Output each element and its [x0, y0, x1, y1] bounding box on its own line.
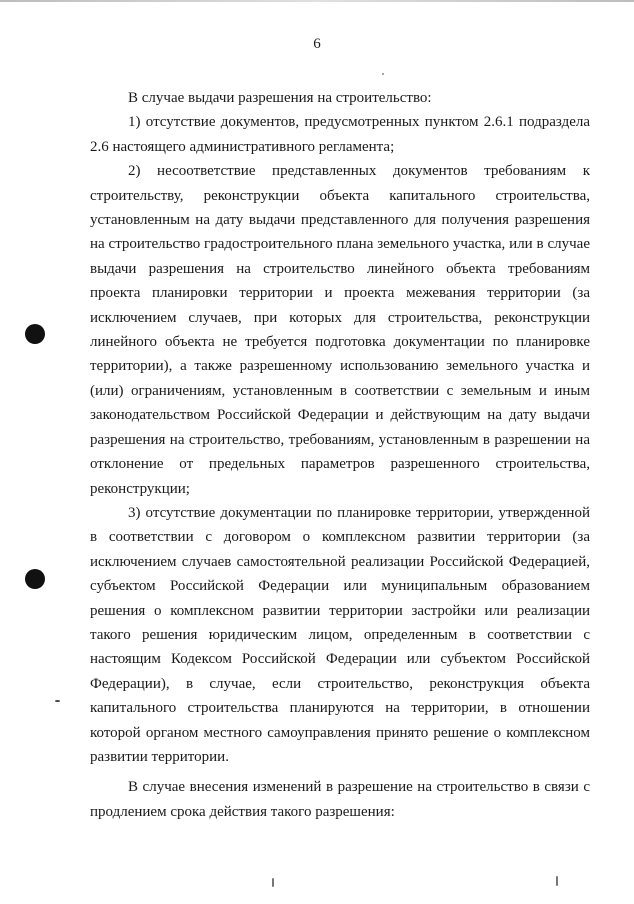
paragraph-intro-permit-issuance: В случае выдачи разрешения на строительство:	[128, 90, 432, 106]
document-body	[90, 86, 590, 824]
paragraph-item-1-missing-documents: 1) отсутствие документов, предусмотренных пунктом 2.6.1 подраздела 2.6 настоящего административного регламента;	[90, 114, 590, 155]
scan-speck	[556, 876, 558, 886]
punch-hole-mark	[25, 569, 45, 589]
scan-top-edge	[0, 0, 634, 2]
page-number: 6	[313, 36, 321, 52]
paragraph-item-2-noncompliance: 2) несоответствие представленных документов требованиям к строительству, реконструкции объекта капитального строительства, установленным на дату выдачи представленного для получения разрешения на строительство градостроительного плана земельного участка, или в случае выдачи разрешения на строительство линейного объекта требованиям проекта планировки территории и проекта межевания территории (за исключением случаев, при которых для строительства, реконструкции линейного объекта не требуется подготовка документации по планировке территории), а также разрешенному использованию земельного участка и (или) ограничениям, установленным в соответствии с земельным и иным законодательством Российской Федерации и действующим на дату выдачи разрешения на строительство, требованиям, установленным в разрешении на отклонение от предельных параметров разрешенного строительства, реконструкции;	[90, 163, 590, 497]
punch-hole-mark	[25, 324, 45, 344]
paragraph-item-3-no-planning-docs: 3) отсутствие документации по планировке территории, утвержденной в соответствии с договором о комплексном развитии территории (за исключением случаев самостоятельной реализации Российской Федерацией, субъектом Российской Федерации или муниципальным образованием решения о комплексном развитии территории застройки или реализации такого решения юридическим лицом, определенным в соответствии с настоящим Кодексом Российской Федерации или субъектом Российской Федерации), в случае, если строительство, реконструкция объекта капитального строительства планируются на территории, в отношении которой органом местного самоуправления принято решение о комплексном развитии территории.	[90, 504, 590, 765]
paragraph-intro-permit-changes: В случае внесения изменений в разрешение на строительство в связи с продлением срока действия такого разрешения:	[90, 779, 590, 820]
scan-speck	[272, 878, 274, 887]
scan-speck	[55, 700, 60, 702]
scan-speck	[382, 73, 384, 75]
